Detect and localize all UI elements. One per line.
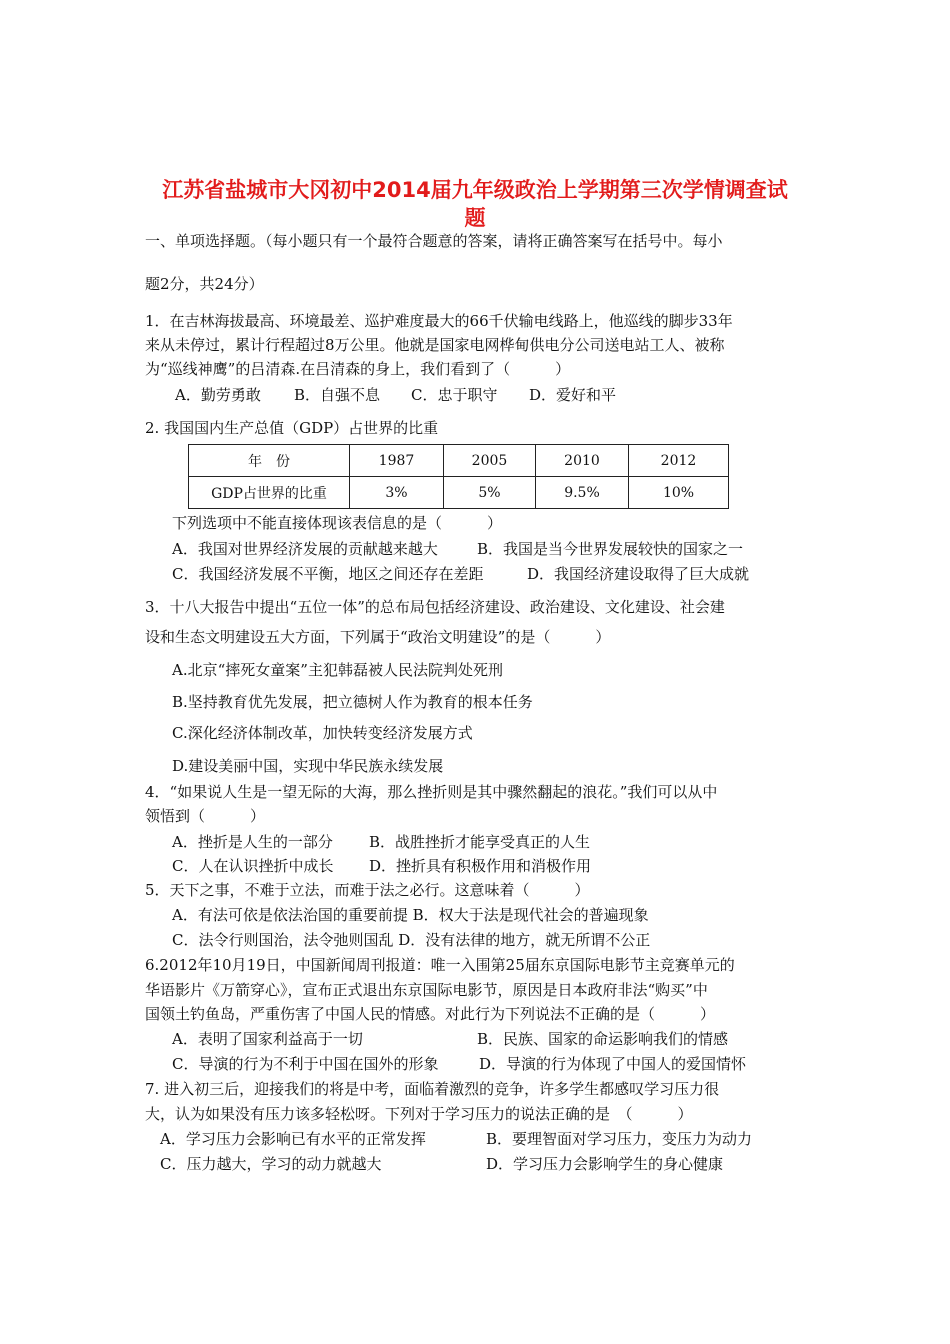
gdp-table-cell: 1987 <box>350 445 444 477</box>
q1-option-c: C．忠于职守 <box>411 386 498 404</box>
q3-option-d: D.建设美丽中国，实现中华民族永续发展 <box>172 757 444 775</box>
gdp-table-header-row <box>189 445 729 477</box>
q7-stem-line-2: 大，认为如果没有压力该多轻松呀。下列对于学习压力的说法正确的是 （ ） <box>145 1105 693 1123</box>
gdp-table-cell: 9.5% <box>536 477 629 509</box>
gdp-table-cell: 5% <box>444 477 536 509</box>
section-instructions-line-2: 题2分，共24分） <box>145 275 264 293</box>
q4-option-c: C．人在认识挫折中成长 <box>172 857 334 875</box>
q7-option-b: B．要理智面对学习压力，变压力为动力 <box>486 1130 753 1148</box>
q6-stem-line-2: 华语影片《万箭穿心》，宣布正式退出东京国际电影节，原因是日本政府非法“购买”中 <box>145 981 708 999</box>
q3-option-c: C.深化经济体制改革，加快转变经济发展方式 <box>172 724 473 742</box>
q1-option-a: A．勤劳勇敢 <box>175 386 261 404</box>
q6-option-b: B．民族、国家的命运影响我们的情感 <box>477 1030 729 1048</box>
q4-option-a: A．挫折是人生的一部分 <box>172 833 333 851</box>
q5-options-row-1: A．有法可依是依法治国的重要前提 B．权大于法是现代社会的普遍现象 <box>172 906 649 924</box>
gdp-table-cell: 2005 <box>444 445 536 477</box>
q6-stem-line-3: 国领土钓鱼岛，严重伤害了中国人民的情感。对此行为下列说法不正确的是（ ） <box>145 1005 716 1023</box>
exam-title <box>140 176 810 232</box>
q2-stem: 2. 我国国内生产总值（GDP）占世界的比重 <box>145 419 439 437</box>
q1-option-b: B．自强不息 <box>294 386 381 404</box>
gdp-table-cell: 2012 <box>629 445 729 477</box>
gdp-table-data-row <box>189 477 729 509</box>
q1-stem-line-1: 1．在吉林海拔最高、环境最差、巡护难度最大的66千伏输电线路上，他巡线的脚步33年 <box>145 312 733 330</box>
q7-option-a: A．学习压力会影响已有水平的正常发挥 <box>160 1130 426 1148</box>
q1-stem-line-3: 为“巡线神鹰”的吕清森.在吕清森的身上，我们看到了（ ） <box>145 360 571 378</box>
q3-stem-line-2: 设和生态文明建设五大方面，下列属于“政治文明建设”的是（ ） <box>145 628 611 646</box>
q6-option-a: A．表明了国家利益高于一切 <box>172 1030 363 1048</box>
q7-option-c: C．压力越大，学习的动力就越大 <box>160 1155 382 1173</box>
q5-options-row-2: C．法令行则国治，法令弛则国乱 D．没有法律的地方，就无所谓不公正 <box>172 931 651 949</box>
q2-option-a: A．我国对世界经济发展的贡献越来越大 <box>172 540 438 558</box>
q7-stem-line-1: 7. 进入初三后，迎接我们的将是中考，面临着激烈的竞争，许多学生都感叹学习压力很 <box>145 1080 720 1098</box>
q1-option-d: D．爱好和平 <box>529 386 617 404</box>
q4-stem-line-1: 4．“如果说人生是一望无际的大海，那么挫折则是其中骤然翻起的浪花。”我们可以从中 <box>145 783 718 801</box>
q4-option-d: D．挫折具有积极作用和消极作用 <box>369 857 592 875</box>
q6-option-d: D．导演的行为体现了中国人的爱国情怀 <box>479 1055 747 1073</box>
q2-question: 下列选项中不能直接体现该表信息的是（ ） <box>172 514 503 532</box>
q6-option-c: C．导演的行为不利于中国在国外的形象 <box>172 1055 439 1073</box>
q3-stem-line-1: 3．十八大报告中提出“五位一体”的总布局包括经济建设、政治建设、文化建设、社会建 <box>145 598 725 616</box>
q1-stem-line-2: 来从未停过，累计行程超过8万公里。他就是国家电网桦甸供电分公司送电站工人、被称 <box>145 336 725 354</box>
q6-stem-line-1: 6.2012年10月19日，中国新闻周刊报道：唯一入围第25届东京国际电影节主竞赛单元的 <box>145 956 735 974</box>
q2-option-d: D．我国经济建设取得了巨大成就 <box>527 565 750 583</box>
gdp-table-cell: GDP占世界的比重 <box>189 477 350 509</box>
gdp-table <box>188 444 729 509</box>
title-line-1: 江苏省盐城市大冈初中2014届九年级政治上学期第三次学情调查试 <box>162 178 788 202</box>
q2-option-b: B．我国是当今世界发展较快的国家之一 <box>477 540 744 558</box>
gdp-table-cell: 年 份 <box>189 445 350 477</box>
q3-option-b: B.坚持教育优先发展，把立德树人作为教育的根本任务 <box>172 693 533 711</box>
section-instructions-line-1: 一、单项选择题。（每小题只有一个最符合题意的答案，请将正确答案写在括号中。每小 <box>145 232 723 250</box>
title-line-2: 题 <box>464 206 486 230</box>
q4-stem-line-2: 领悟到（ ） <box>145 807 266 825</box>
gdp-table-cell: 10% <box>629 477 729 509</box>
q4-option-b: B．战胜挫折才能享受真正的人生 <box>369 833 591 851</box>
q7-option-d: D．学习压力会影响学生的身心健康 <box>486 1155 724 1173</box>
gdp-table-cell: 3% <box>350 477 444 509</box>
gdp-table-cell: 2010 <box>536 445 629 477</box>
q5-stem: 5．天下之事，不难于立法，而难于法之必行。这意味着（ ） <box>145 881 590 899</box>
q3-option-a: A.北京“摔死女童案”主犯韩磊被人民法院判处死刑 <box>172 661 503 679</box>
q2-option-c: C．我国经济发展不平衡，地区之间还存在差距 <box>172 565 484 583</box>
